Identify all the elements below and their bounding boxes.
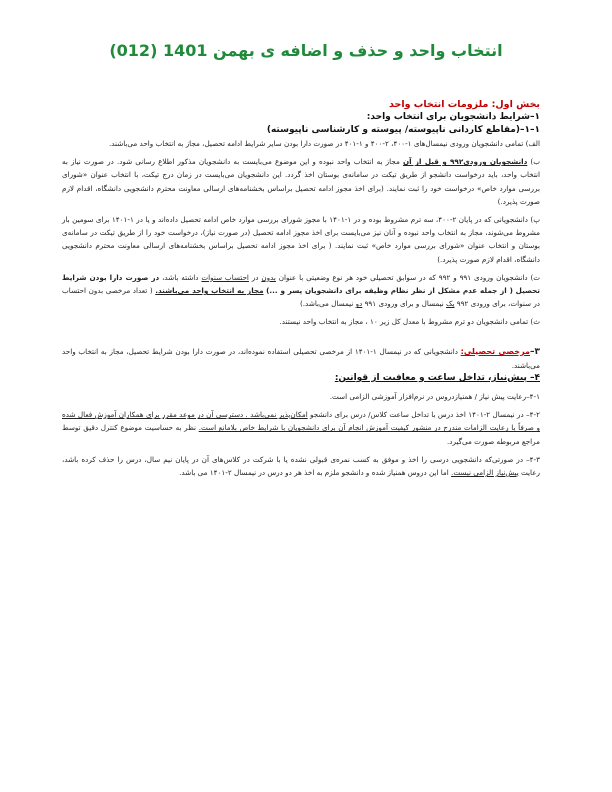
- paragraph-se: ث) تمامی دانشجویان دو ترم مشروط با معدل کل زیر ۱۰ ، مجاز به انتخاب واحد نیستند.: [279, 317, 540, 327]
- p43-underline-not-required: پیش‌نیاز الزامی نیست.: [451, 468, 519, 478]
- te-text-f: نیمسال می‌باشد.): [299, 299, 356, 309]
- section-heading-part1: بخش اول: ملزومات انتخاب واحد: [388, 99, 540, 110]
- document-title: انتخاب واحد و حذف و اضافه ی بهمن 1401 (012): [109, 41, 503, 60]
- subheading-student-conditions: ۱–شرایط دانشجویان برای انتخاب واحد:: [366, 112, 540, 122]
- te-underline-counting: احتساب سنوات: [201, 272, 249, 282]
- te-text-b: در: [248, 272, 262, 282]
- te-text-a: ت) دانشجویان ورودی ۹۹۱ و ۹۹۲ که در سوابق تحصیلی خود هر نوع وضعیتی با عنوان: [275, 272, 541, 282]
- subheading-degree-levels: ۱–۱–(مقاطع کاردانی ناپیوسته/ پیوسته و کارشناسی ناپیوسته): [266, 125, 540, 135]
- te-underline-one: یک: [446, 299, 455, 309]
- paragraph-te: [62, 271, 540, 311]
- p43-text-b: اما این دروس همنیاز شده و دانشجو ملزم به اخذ هر دو درس در نیمسال ۲-۱۴۰۱ می باشد.: [179, 468, 452, 478]
- p42-text-c: نظر به حساسیت موضوع کنترل دقیق توسط مراجع مربوطه صورت می‌گیرد.: [62, 423, 540, 446]
- te-text-e: نیمسال و برای ورودی ۹۹۱: [362, 299, 447, 309]
- te-underline-without: بدون: [261, 272, 276, 282]
- subheading-prerequisites: ۴– پیش‌نیاز، تداخل ساعت و معافیت از قوانین:: [334, 373, 540, 384]
- paragraph-4-3: [62, 453, 540, 479]
- paragraph-be-lead: ب): [527, 157, 540, 167]
- te-emphasis-allowed: مجاز به انتخاب واحد می‌باشند.: [155, 286, 264, 296]
- paragraph-be-emphasis: دانشجویان ورودی۹۹۲ و قبل از آن: [402, 157, 528, 167]
- leave-number: ۳–: [530, 346, 541, 357]
- te-text-d: ( تعداد مرخصی بدون احتساب در سنوات، برای ورودی ۹۹۲: [62, 286, 540, 309]
- p43-text-a: ۴-۳– در صورتی‌که دانشجویی درسی را اخذ و موفق به کسب نمره‌ی قبولی نشده یا با شرکت در کلاس‌های آن در پایان نیم سال، درس را حذف کرده باشد، رعایت: [62, 454, 540, 478]
- document-body: [62, 98, 540, 479]
- te-underline-two: دو: [355, 299, 363, 309]
- paragraph-alef: الف) تمامی دانشجویان ورودی نیمسال‌های ۱-۴۰۰، ۲-۴۰۰ و ۱-۴۰۱ در صورت دارا بودن سایر شرایط ادامه تحصیل، مجاز به انتخاب واحد می‌باشند.: [108, 139, 540, 148]
- te-emphasis-conditions: در صورت دارا بودن شرایط تحصیل ( از جمله عدم مشکل از نظر نظام وظیفه برای دانشجویان پسر و ...): [62, 272, 540, 296]
- paragraph-be-text: مجاز به انتخاب واحد نبوده و این موضوع می‌بایست به دانشجویان مذکور اطلاع رسانی شود. در صورت نیاز به انتخاب واحد، باید درخواست دانشجو از طریق تیکت در سامانه‌ی بوستان اخذ گردد. این دانشجویان می‌بایست در زمان درج تیکت، با انتخاب عنوان «شورای بررسی موارد خاص» درخواست خود را ثبت نمایند. (برای اخذ مجوز ادامه تحصیل براساس بخشنامه‌های ارسالی معاونت محترم دانشجویی دانشگاه، اقدام لازم صورت پذیرد.): [62, 157, 540, 206]
- p42-underline-rule: . دسترسی آن در موعد مقرر برای همکاران آموزش فعال شده و صرفاً با رعایت الزامات مندرج در منشور کیفیت آموزش انجام آن برای دانشجویان با شرایط خاص بلامانع است.: [62, 410, 540, 433]
- te-text-c: داشته باشد،: [159, 272, 202, 282]
- leave-text: دانشجویانی که در نیمسال ۱-۱۴۰۱ از مرخصی تحصیلی استفاده نموده‌اند، در صورت دارا بودن شرایط تحصیل، مجاز به انتخاب واحد می‌باشند.: [62, 346, 540, 370]
- p42-underline-not-possible: امکان‌پذیر نمی‌باشد: [250, 410, 308, 420]
- leave-label: مرخصی تحصیلی:: [460, 346, 531, 356]
- paragraph-4-1: ۴-۱–رعایت پیش نیاز / همنیازدروس در نرم‌افزار آموزشی الزامی است.: [329, 392, 540, 402]
- paragraph-pe: پ) دانشجویانی که در پایان ۲-۴۰۰، سه ترم مشروط بوده و در ۱-۱۴۰۱ با مجوز شورای بررسی موارد خاص ادامه تحصیل داده‌اند و یا در ۱-۱۴۰۱ برای سومین بار مشروط می‌شوند، مجاز به انتخاب واحد نبوده و آنان نیز می‌بایست برای اخذ مجوز ادامه تحصیل (در صورت نیاز)، درخواست خود را از طریق تیکت در سامانه‌ی بوستان و انتخاب عنوان «شورای بررسی موارد خاص» ثبت نمایند. ( برای اخذ مجوز ادامه تحصیل براساس بخشنامه‌های ارسالی معاونت محترم دانشجویی دانشگاه، اقدام لازم صورت پذیرد.): [62, 215, 540, 264]
- paragraph-leave: [62, 345, 540, 372]
- p42-text-a: ۴-۲– در نیمسال ۲-۱۴۰۱ اخذ درس با تداخل ساعت کلاس/ درس برای دانشجو: [307, 410, 540, 420]
- paragraph-4-2: [62, 408, 540, 448]
- paragraph-be: [62, 155, 540, 208]
